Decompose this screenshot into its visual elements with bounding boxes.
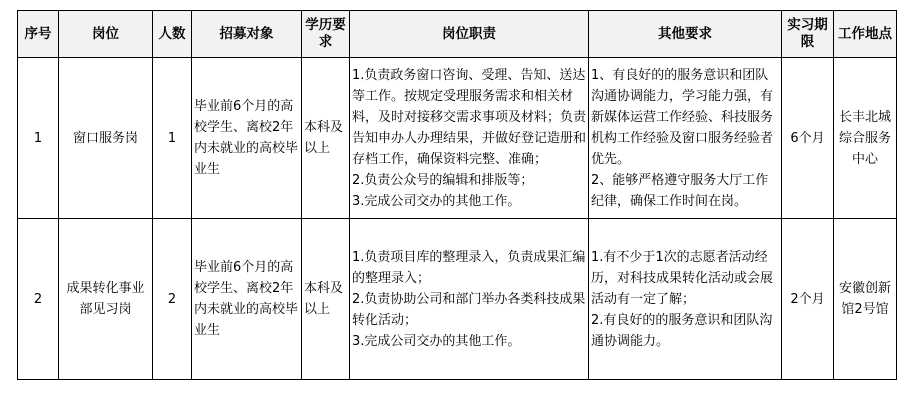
duty-item: 1.负责政务窗口咨询、受理、告知、送达等工作。按规定受理服务需求和相关材料，及时对接移交需求事项及材料；负责告知申办人办理结果，并做好登记造册和存档工作，确保资料完整、准确； [352, 67, 587, 167]
header-period: 实习期限 [782, 11, 834, 58]
header-education: 学历要求 [302, 11, 350, 58]
duty-item: 2.负责协助公司和部门举办各类科技成果转化活动； [352, 291, 586, 328]
cell-location: 安徽创新馆2号馆 [834, 219, 897, 380]
duty-item: 1.负责项目库的整理录入，负责成果汇编的整理录入； [352, 249, 586, 286]
table-row [18, 58, 897, 219]
table-row [18, 219, 897, 380]
cell-period: 6个月 [782, 58, 834, 219]
cell-duties [350, 58, 589, 219]
cell-count: 1 [153, 58, 192, 219]
cell-education: 本科及以上 [302, 58, 350, 219]
cell-education: 本科及以上 [302, 219, 350, 380]
cell-count: 2 [153, 219, 192, 380]
header-position: 岗位 [59, 11, 153, 58]
header-count: 人数 [153, 11, 192, 58]
header-location: 工作地点 [834, 11, 897, 58]
duty-item: 3.完成公司交办的其他工作。 [352, 333, 521, 349]
duty-item: 2.负责公众号的编辑和排版等； [352, 172, 534, 188]
cell-seq: 1 [18, 58, 59, 219]
requirement-item: 1、有良好的的服务意识和团队沟通协调能力，学习能力强，有新媒体运营工作经验、科技服务机构工作经验及窗口服务经验者优先。 [591, 67, 774, 167]
cell-period: 2个月 [782, 219, 834, 380]
cell-other [589, 58, 782, 219]
requirement-item: 1.有不少于1次的志愿者活动经历，对科技成果转化活动或会展活动有一定了解； [591, 249, 774, 307]
header-seq: 序号 [18, 11, 59, 58]
cell-seq: 2 [18, 219, 59, 380]
requirement-item: 2.有良好的的服务意识和团队沟通协调能力。 [591, 312, 773, 349]
cell-target: 毕业前6个月的高校学生、离校2年内未就业的高校毕业生 [192, 219, 302, 380]
header-duties: 岗位职责 [350, 11, 589, 58]
duty-item: 3.完成公司交办的其他工作。 [352, 193, 521, 209]
header-row [18, 11, 897, 58]
recruitment-table [17, 10, 897, 380]
cell-other [589, 219, 782, 380]
cell-duties [350, 219, 589, 380]
header-target: 招募对象 [192, 11, 302, 58]
header-other: 其他要求 [589, 11, 782, 58]
cell-location: 长丰北城综合服务中心 [834, 58, 897, 219]
requirement-item: 2、能够严格遵守服务大厅工作纪律，确保工作时间在岗。 [591, 172, 769, 209]
cell-target: 毕业前6个月的高校学生、离校2年内未就业的高校毕业生 [192, 58, 302, 219]
cell-position: 成果转化事业部见习岗 [59, 219, 153, 380]
cell-position: 窗口服务岗 [59, 58, 153, 219]
